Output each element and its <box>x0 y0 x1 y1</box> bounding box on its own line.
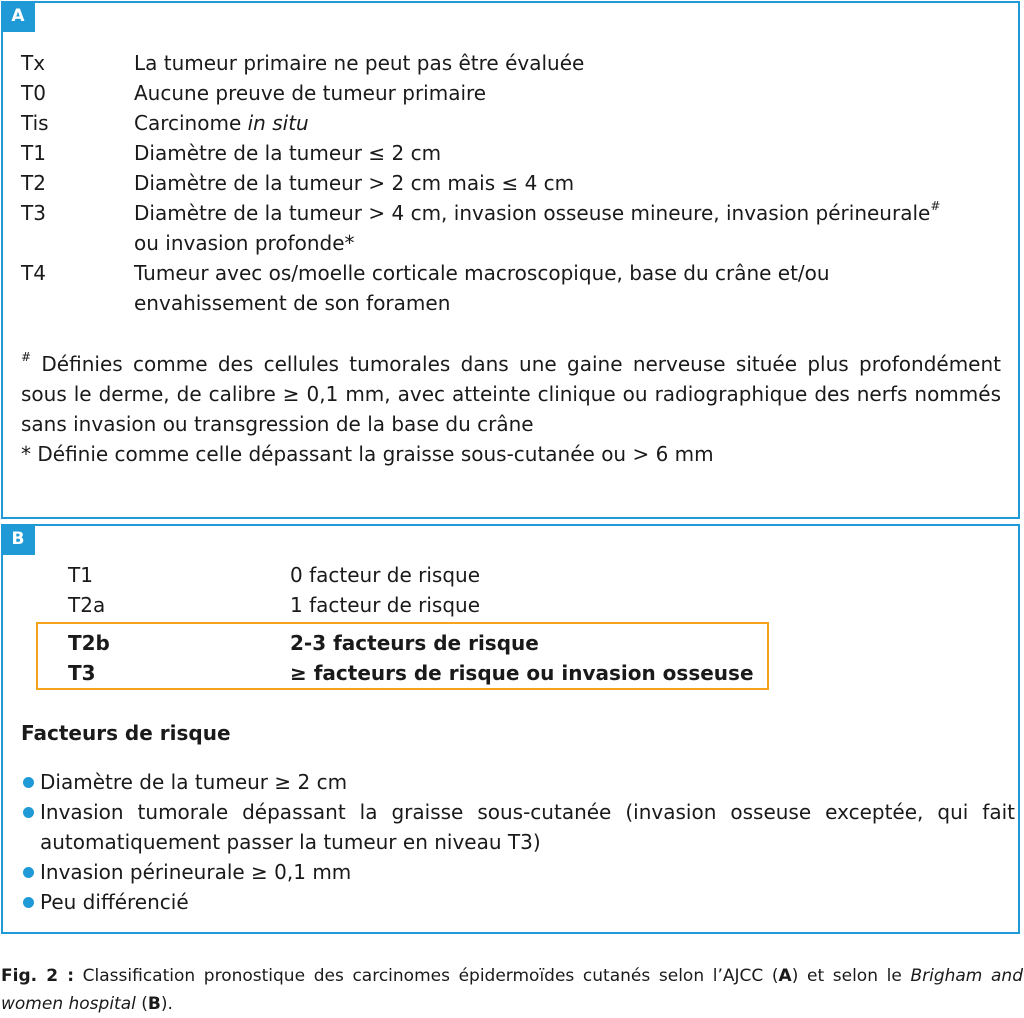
desc-t4-line1: Tumeur avec os/moelle corticale macroscopique, base du crâne et/ou <box>134 261 830 285</box>
caption-a: A <box>778 966 792 986</box>
caption-text-3: ( <box>135 994 148 1014</box>
desc-tx: La tumeur primaire ne peut pas être évaluée <box>134 51 585 75</box>
desc-tis <box>134 108 309 138</box>
desc-t0: Aucune preuve de tumeur primaire <box>134 81 487 105</box>
footnote-hash-text: Définies comme des cellules tumorales dans une gaine nerveuse située plus profondément sous le derme, de calibre ≥ 0,1 mm, avec atteinte clinique ou radiographique des nerfs nommés sans invasion ou transgression de la base du crâne <box>21 352 1002 436</box>
desc-tis-em: in situ <box>247 111 309 135</box>
caption-b: B <box>147 994 161 1014</box>
code-tx: Tx <box>21 51 46 75</box>
risk-item: Invasion tumorale dépassant la graisse sous-cutanée (invasion osseuse exceptée, qui fait automatiquement passer la tumeur en niveau T3) <box>40 800 1015 854</box>
desc-t3-text: Diamètre de la tumeur > 4 cm, invasion osseuse mineure, invasion périneurale <box>134 201 931 225</box>
caption-text-2: ) et selon le <box>791 966 911 986</box>
risk-item: Peu différencié <box>40 890 189 914</box>
bullet-icon <box>23 897 34 908</box>
bullet-icon <box>23 867 34 878</box>
code-b-t1: T1 <box>68 563 93 587</box>
code-tis: Tis <box>21 111 49 135</box>
caption-hospital: Brigham and women hospital <box>1 966 1023 1014</box>
code-t2: T2 <box>21 171 46 195</box>
caption-label: Fig. 2 : <box>1 966 75 986</box>
figure-caption <box>1 962 1023 1018</box>
footnote-hash <box>21 349 1001 439</box>
desc-tis-text: Carcinome <box>134 111 248 135</box>
bullet-icon <box>23 807 34 818</box>
code-t4: T4 <box>21 261 46 285</box>
panel-b-tag: B <box>1 524 35 555</box>
caption-text-1: Classification pronostique des carcinomes épidermoïdes cutanés selon l’AJCC ( <box>74 966 779 986</box>
desc-b-t2a: 1 facteur de risque <box>290 593 481 617</box>
footnote-hash-mark: # <box>21 350 32 364</box>
hash-mark: # <box>930 199 941 213</box>
bullet-icon <box>23 777 34 788</box>
code-b-t3: T3 <box>68 661 96 685</box>
code-t1: T1 <box>21 141 46 165</box>
desc-b-t1: 0 facteur de risque <box>290 563 481 587</box>
code-b-t2a: T2a <box>68 593 106 617</box>
code-t0: T0 <box>21 81 46 105</box>
desc-t3-line1 <box>134 198 940 228</box>
desc-t1: Diamètre de la tumeur ≤ 2 cm <box>134 141 442 165</box>
footnote-star: * Définie comme celle dépassant la graisse sous-cutanée ou > 6 mm <box>21 442 714 466</box>
desc-t2: Diamètre de la tumeur > 2 cm mais ≤ 4 cm <box>134 171 575 195</box>
code-b-t2b: T2b <box>68 631 110 655</box>
risk-item: Invasion périneurale ≥ 0,1 mm <box>40 860 352 884</box>
code-t3: T3 <box>21 201 46 225</box>
desc-b-t2b: 2-3 facteurs de risque <box>290 631 539 655</box>
risk-factors-title: Facteurs de risque <box>21 721 231 745</box>
desc-b-t3: ≥ facteurs de risque ou invasion osseuse <box>290 661 754 685</box>
risk-item: Diamètre de la tumeur ≥ 2 cm <box>40 770 348 794</box>
desc-t3-line2: ou invasion profonde* <box>134 231 355 255</box>
desc-t4-line2: envahissement de son foramen <box>134 291 451 315</box>
panel-a-tag: A <box>1 1 35 32</box>
caption-text-4: ). <box>160 994 173 1014</box>
